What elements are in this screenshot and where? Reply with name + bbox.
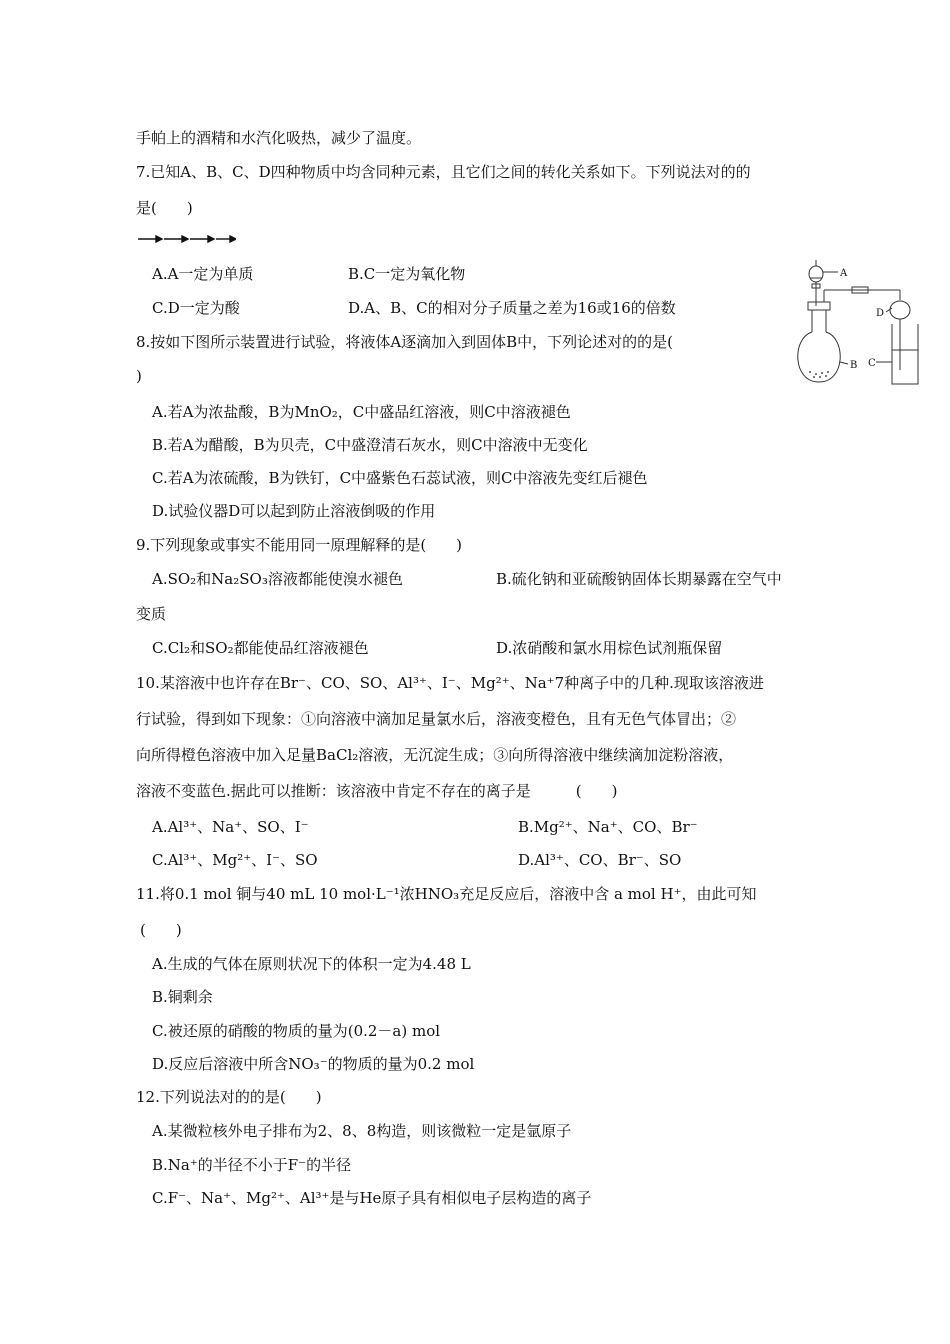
q7-stem: 7.已知A、B、C、D四种物质中均含同种元素，且它们之间的转化关系如下。下列说法对的的 [136, 163, 751, 181]
q9-option-a: A.SO₂和Na₂SO₃溶液都能使溴水褪色 [152, 570, 403, 588]
q7-option-b: B.C一定为氧化物 [348, 265, 466, 283]
q7-option-a: A.A一定为单质 [152, 265, 254, 283]
apparatus-diagram [796, 258, 926, 390]
q8-stem: 8.按如下图所示装置进行试验，将液体A逐滴加入到固体B中，下列论述对的的是( [136, 333, 674, 351]
conversion-arrows [136, 232, 236, 246]
q10-option-d: D.Al³⁺、CO、Br⁻、SO [518, 851, 682, 869]
label-a: A [840, 268, 848, 279]
q8-stem-cont: ) [136, 367, 142, 385]
q12-stem: 12.下列说法对的的是( ) [136, 1088, 322, 1106]
q11-stem-cont: ( ) [140, 921, 182, 939]
label-c: C [868, 358, 876, 369]
q10-option-c: C.Al³⁺、Mg²⁺、I⁻、SO [152, 851, 318, 869]
line-1: 手帕上的酒精和水汽化吸热，减少了温度。 [136, 129, 422, 147]
q11-option-c: C.被还原的硝酸的物质的量为(0.2－a) mol [152, 1022, 441, 1040]
label-d: D [876, 308, 885, 319]
q9-option-b: B.硫化钠和亚硫酸钠固体长期暴露在空气中 [496, 570, 782, 588]
q11-option-a: A.生成的气体在原则状况下的体积一定为4.48 L [152, 955, 471, 973]
q10-stem-3: 向所得橙色溶液中加入足量BaCl₂溶液，无沉淀生成；③向所得溶液中继续滴加淀粉溶液， [136, 746, 734, 764]
q7-stem-cont: 是( ) [136, 199, 193, 217]
q7-option-d: D.A、B、C的相对分子质量之差为16或16的倍数 [348, 299, 676, 317]
q12-option-a: A.某微粒核外电子排布为2、8、8构造，则该微粒一定是氩原子 [152, 1122, 572, 1140]
q10-option-b: B.Mg²⁺、Na⁺、CO、Br⁻ [518, 818, 698, 836]
q12-option-c: C.F⁻、Na⁺、Mg²⁺、Al³⁺是与He原子具有相似电子层构造的离子 [152, 1189, 592, 1207]
q8-option-b: B.若A为醋酸，B为贝壳，C中盛澄清石灰水，则C中溶液中无变化 [152, 436, 588, 454]
q8-option-a: A.若A为浓盐酸，B为MnO₂，C中盛品红溶液，则C中溶液褪色 [152, 403, 571, 421]
q8-option-d: D.试验仪器D可以起到防止溶液倒吸的作用 [152, 502, 436, 520]
q9-option-d: D.浓硝酸和氯水用棕色试剂瓶保留 [496, 639, 723, 657]
q11-option-d: D.反应后溶液中所含NO₃⁻的物质的量为0.2 mol [152, 1055, 475, 1073]
q11-stem: 11.将0.1 mol 铜与40 mL 10 mol·L⁻¹浓HNO₃充足反应后，溶液中含 a mol H⁺，由此可知 [136, 885, 757, 903]
q8-option-c: C.若A为浓硫酸，B为铁钉，C中盛紫色石蕊试液，则C中溶液先变红后褪色 [152, 469, 648, 487]
q10-stem-2: 行试验，得到如下现象：①向溶液中滴加足量氯水后，溶液变橙色，且有无色气体冒出；② [136, 710, 737, 728]
q9-option-b-cont: 变质 [136, 605, 167, 623]
q12-option-b: B.Na⁺的半径不小于F⁻的半径 [152, 1156, 352, 1174]
q10-stem-1: 10.某溶液中也许存在Br⁻、CO、SO、Al³⁺、I⁻、Mg²⁺、Na⁺7种离子中的几种.现取该溶液进 [136, 674, 764, 692]
q10-stem-4: 溶液不变蓝色.据此可以推断：该溶液中肯定不存在的离子是 ( ) [136, 782, 618, 800]
label-b: B [850, 360, 858, 371]
q11-option-b: B.铜剩余 [152, 988, 213, 1006]
q9-option-c: C.Cl₂和SO₂都能使品红溶液褪色 [152, 639, 369, 657]
q9-stem: 9.下列现象或事实不能用同一原理解释的是( ) [136, 536, 463, 554]
q10-option-a: A.Al³⁺、Na⁺、SO、I⁻ [152, 818, 309, 836]
q7-option-c: C.D一定为酸 [152, 299, 240, 317]
